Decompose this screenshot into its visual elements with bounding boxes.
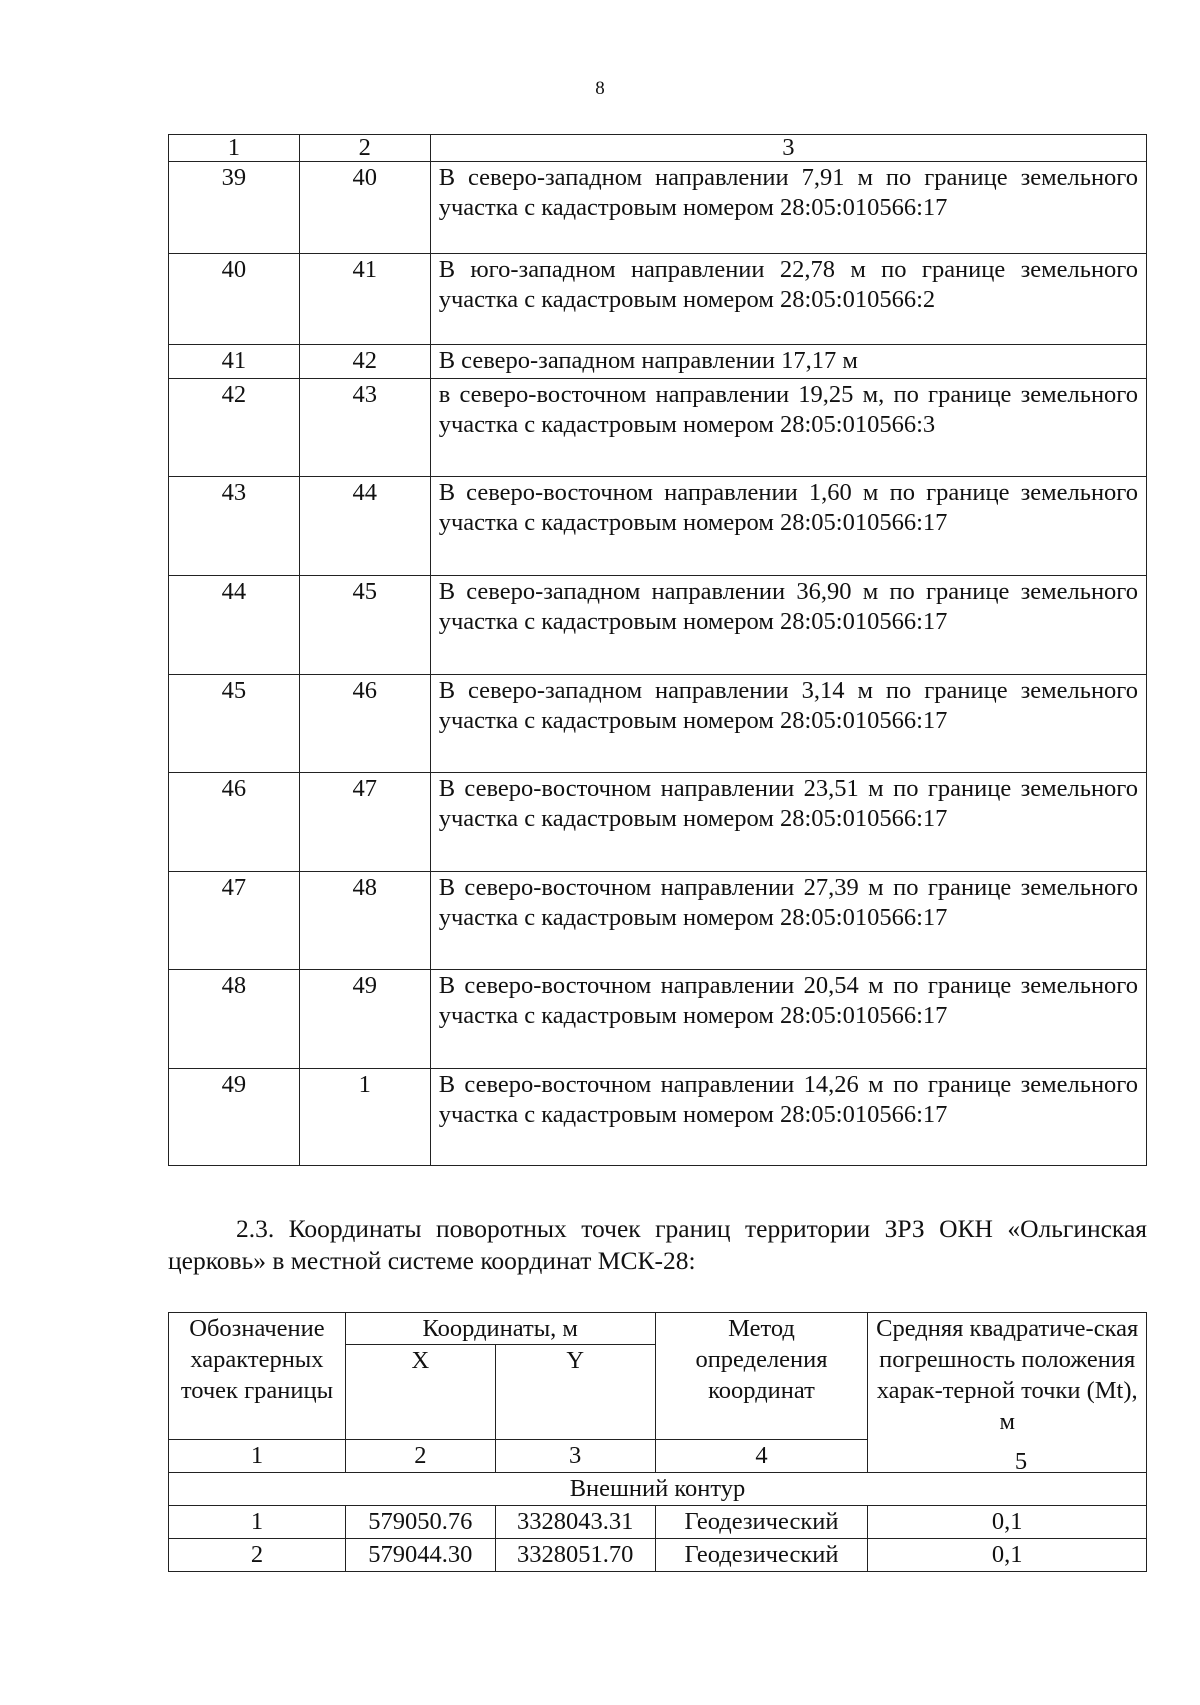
x-coordinate: 579044.30 <box>345 1539 495 1572</box>
contour-row <box>169 1473 1147 1506</box>
to-point: 44 <box>299 477 430 576</box>
from-point: 42 <box>169 379 300 477</box>
table-row <box>169 675 1147 773</box>
table-row <box>169 1539 1147 1572</box>
from-point: 41 <box>169 345 300 379</box>
boundary-header-col-1: 1 <box>169 135 300 162</box>
method: Геодезический <box>655 1539 868 1572</box>
table-row <box>169 379 1147 477</box>
to-point: 47 <box>299 773 430 872</box>
contour-label: Внешний контур <box>169 1473 1147 1506</box>
x-header: X <box>345 1345 495 1440</box>
segment-description: В северо-восточном направлении 20,54 м по границе земельного участка с кадастровым номером 28:05:010566:17 <box>430 970 1146 1069</box>
table-row <box>169 254 1147 345</box>
boundary-table-header-row <box>169 135 1147 162</box>
to-point: 40 <box>299 162 430 254</box>
from-point: 46 <box>169 773 300 872</box>
column-5-number: 5 <box>1014 1448 1028 1475</box>
to-point: 1 <box>299 1069 430 1166</box>
column-number: 3 <box>495 1440 655 1473</box>
page-number: 8 <box>595 78 605 99</box>
column-number: 1 <box>169 1440 346 1473</box>
table-row <box>169 1069 1147 1166</box>
coordinates-header: Координаты, м <box>345 1313 655 1345</box>
from-point: 45 <box>169 675 300 773</box>
column-number: 2 <box>345 1440 495 1473</box>
table-row <box>169 970 1147 1069</box>
coordinates-table <box>168 1312 1147 1572</box>
section-heading: 2.3. Координаты поворотных точек границ территории ЗРЗ ОКН «Ольгинская церковь» в местной системе координат МСК-28: <box>168 1214 1147 1275</box>
coords-header-row <box>169 1313 1147 1345</box>
table-row <box>169 1506 1147 1539</box>
to-point: 41 <box>299 254 430 345</box>
segment-description: в северо-восточном направлении 19,25 м, по границе земельного участка с кадастровым номером 28:05:010566:3 <box>430 379 1146 477</box>
table-row <box>169 477 1147 576</box>
segment-description: В северо-западном направлении 7,91 м по границе земельного участка с кадастровым номером 28:05:010566:17 <box>430 162 1146 254</box>
segment-description: В северо-восточном направлении 14,26 м по границе земельного участка с кадастровым номером 28:05:010566:17 <box>430 1069 1146 1166</box>
from-point: 39 <box>169 162 300 254</box>
to-point: 43 <box>299 379 430 477</box>
from-point: 44 <box>169 576 300 675</box>
x-coordinate: 579050.76 <box>345 1506 495 1539</box>
to-point: 49 <box>299 970 430 1069</box>
point-id: 2 <box>169 1539 346 1572</box>
y-header: Y <box>495 1345 655 1440</box>
error-header: Средняя квадратиче-ская погрешность положения харак-терной точки (Mt), м <box>868 1313 1147 1473</box>
error-value: 0,1 <box>868 1539 1147 1572</box>
from-point: 40 <box>169 254 300 345</box>
to-point: 45 <box>299 576 430 675</box>
table-row <box>169 345 1147 379</box>
from-point: 48 <box>169 970 300 1069</box>
to-point: 46 <box>299 675 430 773</box>
boundary-header-col-2: 2 <box>299 135 430 162</box>
to-point: 48 <box>299 872 430 970</box>
boundary-table <box>168 134 1147 1166</box>
from-point: 47 <box>169 872 300 970</box>
from-point: 49 <box>169 1069 300 1166</box>
segment-description: В северо-восточном направлении 1,60 м по границе земельного участка с кадастровым номером 28:05:010566:17 <box>430 477 1146 576</box>
from-point: 43 <box>169 477 300 576</box>
error-value: 0,1 <box>868 1506 1147 1539</box>
to-point: 42 <box>299 345 430 379</box>
y-coordinate: 3328043.31 <box>495 1506 655 1539</box>
table-row <box>169 576 1147 675</box>
table-row <box>169 872 1147 970</box>
segment-description: В северо-восточном направлении 23,51 м по границе земельного участка с кадастровым номером 28:05:010566:17 <box>430 773 1146 872</box>
method-header: Метод определения координат <box>655 1313 868 1440</box>
table-row <box>169 773 1147 872</box>
column-number: 4 <box>655 1440 868 1473</box>
table-row <box>169 162 1147 254</box>
segment-description: В северо-западном направлении 36,90 м по границе земельного участка с кадастровым номером 28:05:010566:17 <box>430 576 1146 675</box>
segment-description: В северо-восточном направлении 27,39 м по границе земельного участка с кадастровым номером 28:05:010566:17 <box>430 872 1146 970</box>
segment-description: В юго-западном направлении 22,78 м по границе земельного участка с кадастровым номером 28:05:010566:2 <box>430 254 1146 345</box>
y-coordinate: 3328051.70 <box>495 1539 655 1572</box>
point-id: 1 <box>169 1506 346 1539</box>
method: Геодезический <box>655 1506 868 1539</box>
boundary-header-col-3: 3 <box>430 135 1146 162</box>
segment-description: В северо-западном направлении 17,17 м <box>430 345 1146 379</box>
segment-description: В северо-западном направлении 3,14 м по границе земельного участка с кадастровым номером 28:05:010566:17 <box>430 675 1146 773</box>
point-designation-header: Обозначение характерных точек границы <box>169 1313 346 1440</box>
